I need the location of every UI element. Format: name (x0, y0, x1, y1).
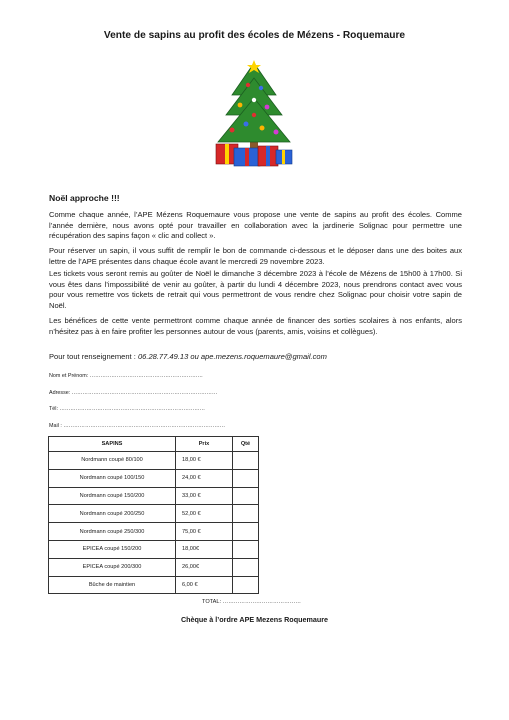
item-quantity-cell[interactable] (233, 523, 259, 541)
section-heading: Noël approche !!! (49, 193, 120, 203)
form-phone-field[interactable]: Tél: ……………………………………………………………………… (49, 406, 206, 412)
item-name: Nordmann coupé 100/150 (49, 469, 176, 487)
item-name: Nordmann coupé 150/200 (49, 487, 176, 505)
christmas-tree-icon (212, 60, 296, 170)
paragraph-reservation: Pour réserver un sapin, il vous suffit de remplir le bon de commande ci-dessous et le déposer dans une des boites aux lettre de l’APE présentes dans chaque école avant le mercredi 29 novembre 2023. (49, 246, 462, 266)
cheque-instruction: Chèque à l’ordre APE Mezens Roquemaure (180, 615, 329, 624)
item-price: 6,00 € (176, 576, 233, 594)
table-row (49, 558, 259, 576)
item-price: 52,00 € (176, 505, 233, 523)
item-name: Nordmann coupé 250/300 (49, 523, 176, 541)
item-quantity-cell[interactable] (233, 452, 259, 470)
order-table (48, 436, 259, 594)
item-price: 18,00 € (176, 452, 233, 470)
item-name: Bûche de maintien (49, 576, 176, 594)
item-quantity-cell[interactable] (233, 469, 259, 487)
table-row (49, 469, 259, 487)
item-name: EPICEA coupé 200/300 (49, 558, 176, 576)
table-row (49, 487, 259, 505)
contact-line (49, 352, 462, 363)
item-name: Nordmann coupé 80/100 (49, 452, 176, 470)
header-prix: Prix (176, 437, 233, 452)
document-title: Vente de sapins au profit des écoles de Mézens - Roquemaure (103, 30, 406, 41)
table-row (49, 505, 259, 523)
item-quantity-cell[interactable] (233, 558, 259, 576)
item-price: 18,00€ (176, 540, 233, 558)
item-name: Nordmann coupé 200/250 (49, 505, 176, 523)
table-row (49, 452, 259, 470)
table-row (49, 576, 259, 594)
header-sapins: SAPINS (49, 437, 176, 452)
item-name: EPICEA coupé 150/200 (49, 540, 176, 558)
table-row (49, 540, 259, 558)
item-price: 24,00 € (176, 469, 233, 487)
item-quantity-cell[interactable] (233, 505, 259, 523)
item-quantity-cell[interactable] (233, 540, 259, 558)
paragraph-intro: Comme chaque année, l’APE Mézens Roquemaure vous propose une vente de sapins au profit des écoles. Comme l’année dernière, nous avons opté pour travailler en collaboration avec la jardinerie Solignac pour permettre une récupération des sapins façon « clic and collect ». (49, 210, 462, 241)
total-field[interactable]: TOTAL: …………………………………… (202, 599, 301, 605)
item-price: 75,00 € (176, 523, 233, 541)
table-row (49, 523, 259, 541)
form-address-field[interactable]: Adresse: ……………………………………………………………………… (49, 390, 218, 396)
item-price: 26,00€ (176, 558, 233, 576)
contact-details: 06.28.77.49.13 ou ape.mezens.roquemaure@gmail.com (137, 352, 327, 361)
item-price: 33,00 € (176, 487, 233, 505)
contact-label: Pour tout renseignement : (49, 352, 138, 361)
table-header-row (49, 437, 259, 452)
item-quantity-cell[interactable] (233, 487, 259, 505)
header-qte: Qté (233, 437, 259, 452)
item-quantity-cell[interactable] (233, 576, 259, 594)
form-name-field[interactable]: Nom et Prénom: ……………………………………………………… (49, 373, 203, 379)
form-mail-field[interactable]: Mail : ……………………………………………………………………………… (49, 423, 226, 429)
paragraph-tickets: Les tickets vous seront remis au goûter de Noël le dimanche 3 décembre 2023 à l’école de Mézens de 15h00 à 17h00. Si vous êtes dans l’impossibilité de venir au goûter, à partir du lundi 4 décembre 2023, nous prendrons contact avec vous pour vous remettre vos tickets de retrait qui vous permettront de vous rendre chez Solignac pour choisir votre sapin de Noël. (49, 269, 462, 310)
paragraph-benefits: Les bénéfices de cette vente permettront comme chaque année de financer des sorties scolaires à nos enfants, alors n’hésitez pas à en faire profiter les personnes autour de vous (parents, amis, voisins et collègues). (49, 316, 462, 336)
